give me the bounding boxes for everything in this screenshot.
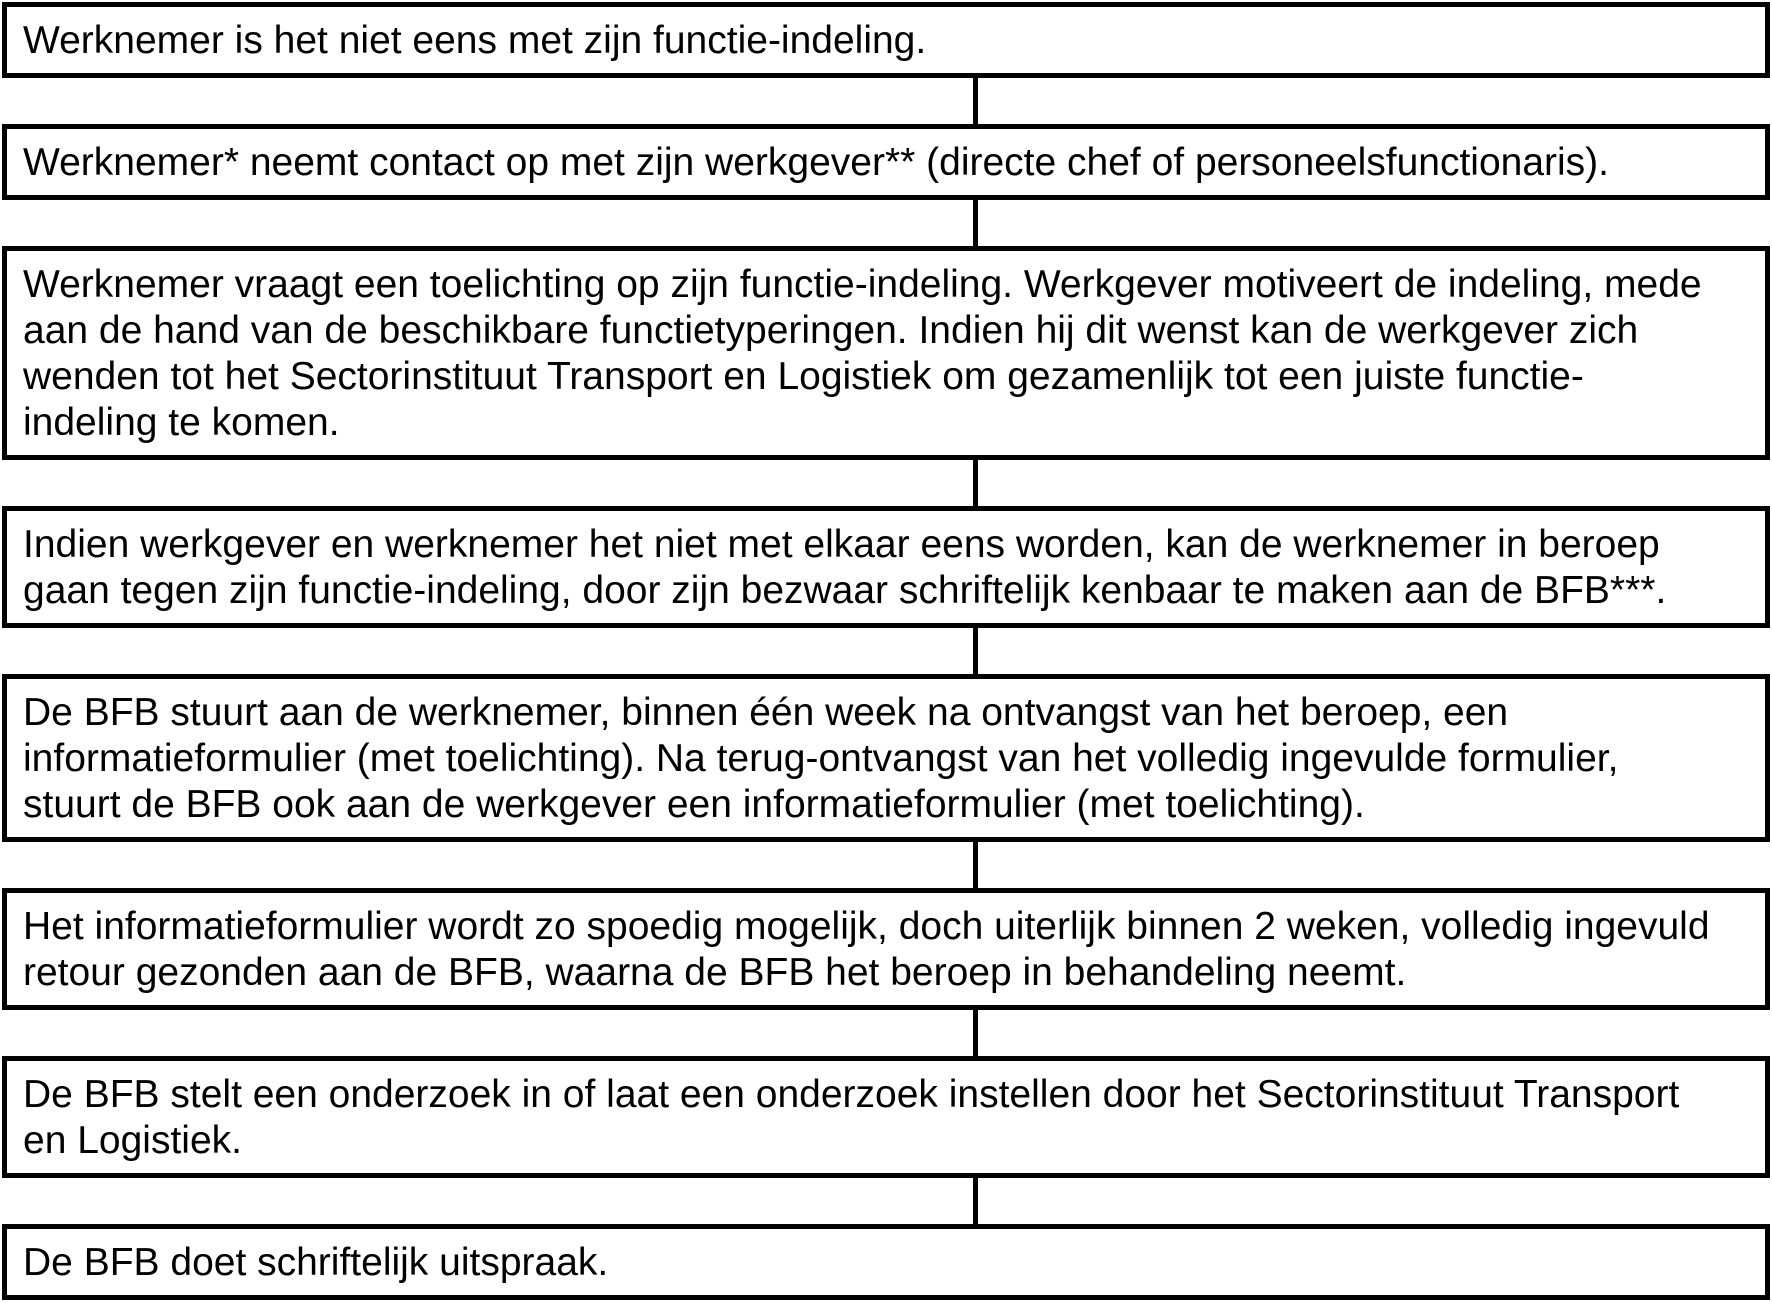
connector-line-3 bbox=[973, 460, 978, 506]
connector-line-4 bbox=[973, 628, 978, 674]
flow-step-5: De BFB stuurt aan de werknemer, binnen één week na ontvangst van het beroep, een informatieformulier (met toelichting). Na terug-ontvangst van het volledig ingevulde formulier, stuurt de BFB ook aan de werkgever een informatieformulier (met toelichting). bbox=[2, 674, 1770, 842]
flow-step-7: De BFB stelt een onderzoek in of laat een onderzoek instellen door het Sectorinstituut Transport en Logistiek. bbox=[2, 1056, 1770, 1178]
flow-step-4: Indien werkgever en werknemer het niet met elkaar eens worden, kan de werknemer in beroep gaan tegen zijn functie-indeling, door zijn bezwaar schriftelijk kenbaar te maken aan de BFB***. bbox=[2, 506, 1770, 628]
connector-line-5 bbox=[973, 842, 978, 888]
connector-line-2 bbox=[973, 200, 978, 246]
flow-step-2: Werknemer* neemt contact op met zijn werkgever** (directe chef of personeelsfunctionaris). bbox=[2, 124, 1770, 200]
connector-line-7 bbox=[973, 1178, 978, 1224]
flow-step-8: De BFB doet schriftelijk uitspraak. bbox=[2, 1224, 1770, 1300]
connector-line-6 bbox=[973, 1010, 978, 1056]
flow-step-3: Werknemer vraagt een toelichting op zijn functie-indeling. Werkgever motiveert de indeling, mede aan de hand van de beschikbare functietyperingen. Indien hij dit wenst kan de werkgever zich wenden tot het Sectorinstituut Transport en Logistiek om gezamenlijk tot een juiste functie-indeling te komen. bbox=[2, 246, 1770, 460]
flow-step-6: Het informatieformulier wordt zo spoedig mogelijk, doch uiterlijk binnen 2 weken, volledig ingevuld retour gezonden aan de BFB, waarna de BFB het beroep in behandeling neemt. bbox=[2, 888, 1770, 1010]
flowchart bbox=[2, 0, 1770, 1300]
connector-line-1 bbox=[973, 78, 978, 124]
flow-step-1: Werknemer is het niet eens met zijn functie-indeling. bbox=[2, 2, 1770, 78]
